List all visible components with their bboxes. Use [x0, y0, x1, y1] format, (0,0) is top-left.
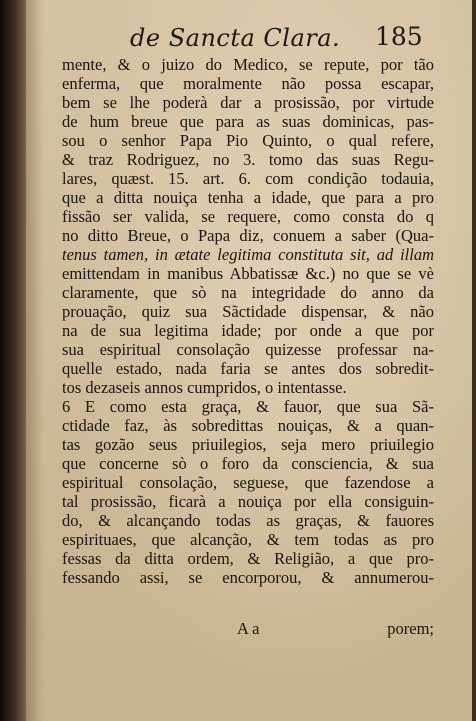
text-line: prouação, quiz sua Sãctidade dispensar, & não: [62, 302, 434, 321]
page-number: 185: [375, 22, 423, 51]
text-line: tal prosissão, ficarà a nouiça por ella consiguin-: [62, 492, 434, 511]
text-line: quelle estado, nada faria se antes dos sobredit-: [62, 359, 434, 378]
text-line: claramente, que sò na integridade do anno da: [62, 283, 434, 302]
text-line: no ditto Breue, o Papa diz, conuem a saber (Qua-: [62, 226, 434, 245]
page-footer: [62, 619, 434, 639]
running-head: de Sancta Clara.: [130, 24, 341, 52]
text-line: de hum breue que para as suas dominicas, pas-: [62, 112, 434, 131]
text-line: fissão ser valida, se requere, como consta do q: [62, 207, 434, 226]
text-line: tos dezaseis annos cumpridos, o intentasse.: [62, 378, 347, 397]
signature-mark: A a: [237, 619, 260, 638]
text-line: na de sua legitima idade; por onde a que por: [62, 321, 434, 340]
text-line: que a ditta nouiça tenha a idade, que para a pro: [62, 188, 434, 207]
catchword: porem;: [387, 619, 434, 638]
text-line: espirituaes, que alcanção, & tem todas as pro: [62, 530, 434, 549]
text-line: bem se lhe poderà dar a prosissão, por virtude: [62, 93, 434, 112]
page-right-edge: [472, 0, 476, 721]
text-line: ctidade faz, às sobredittas nouiças, & a quan-: [62, 416, 434, 435]
page-paper: [26, 0, 474, 721]
latin-quotation-line: tenus tamen, in ætate legitima constituta sit, ad illam: [62, 245, 434, 264]
text-line: enferma, que moralmente não possa escapar,: [62, 74, 434, 93]
text-line: fessando assi, se encorporou, & annumerou-: [62, 568, 434, 587]
body-text: [62, 55, 434, 587]
text-line: espiritual consolação, seguese, que fazendose a: [62, 473, 434, 492]
text-line: sou o senhor Papa Pio Quinto, o qual refere,: [62, 131, 434, 150]
text-line: que concerne sò o foro da consciencia, & sua: [62, 454, 434, 473]
text-line: & traz Rodriguez, no 3. tomo das suas Regu-: [62, 150, 434, 169]
text-line: tas gozão seus priuilegios, seja mero priuilegio: [62, 435, 434, 454]
text-line: lares, quæst. 15. art. 6. com condição todauia,: [62, 169, 434, 188]
text-line: fessas da ditta ordem, & Religião, a que pro-: [62, 549, 434, 568]
paragraph-start-line: 6 E como esta graça, & fauor, que sua Sã-: [62, 397, 434, 416]
text-line: emittendam in manibus Abbatissæ &c.) no que se vè: [62, 264, 434, 283]
text-line: sua espiritual consolação quizesse professar na-: [62, 340, 434, 359]
text-line: mente, & o juizo do Medico, se repute, por tão: [62, 55, 434, 74]
text-line: do, & alcançando todas as graças, & fauores: [62, 511, 434, 530]
